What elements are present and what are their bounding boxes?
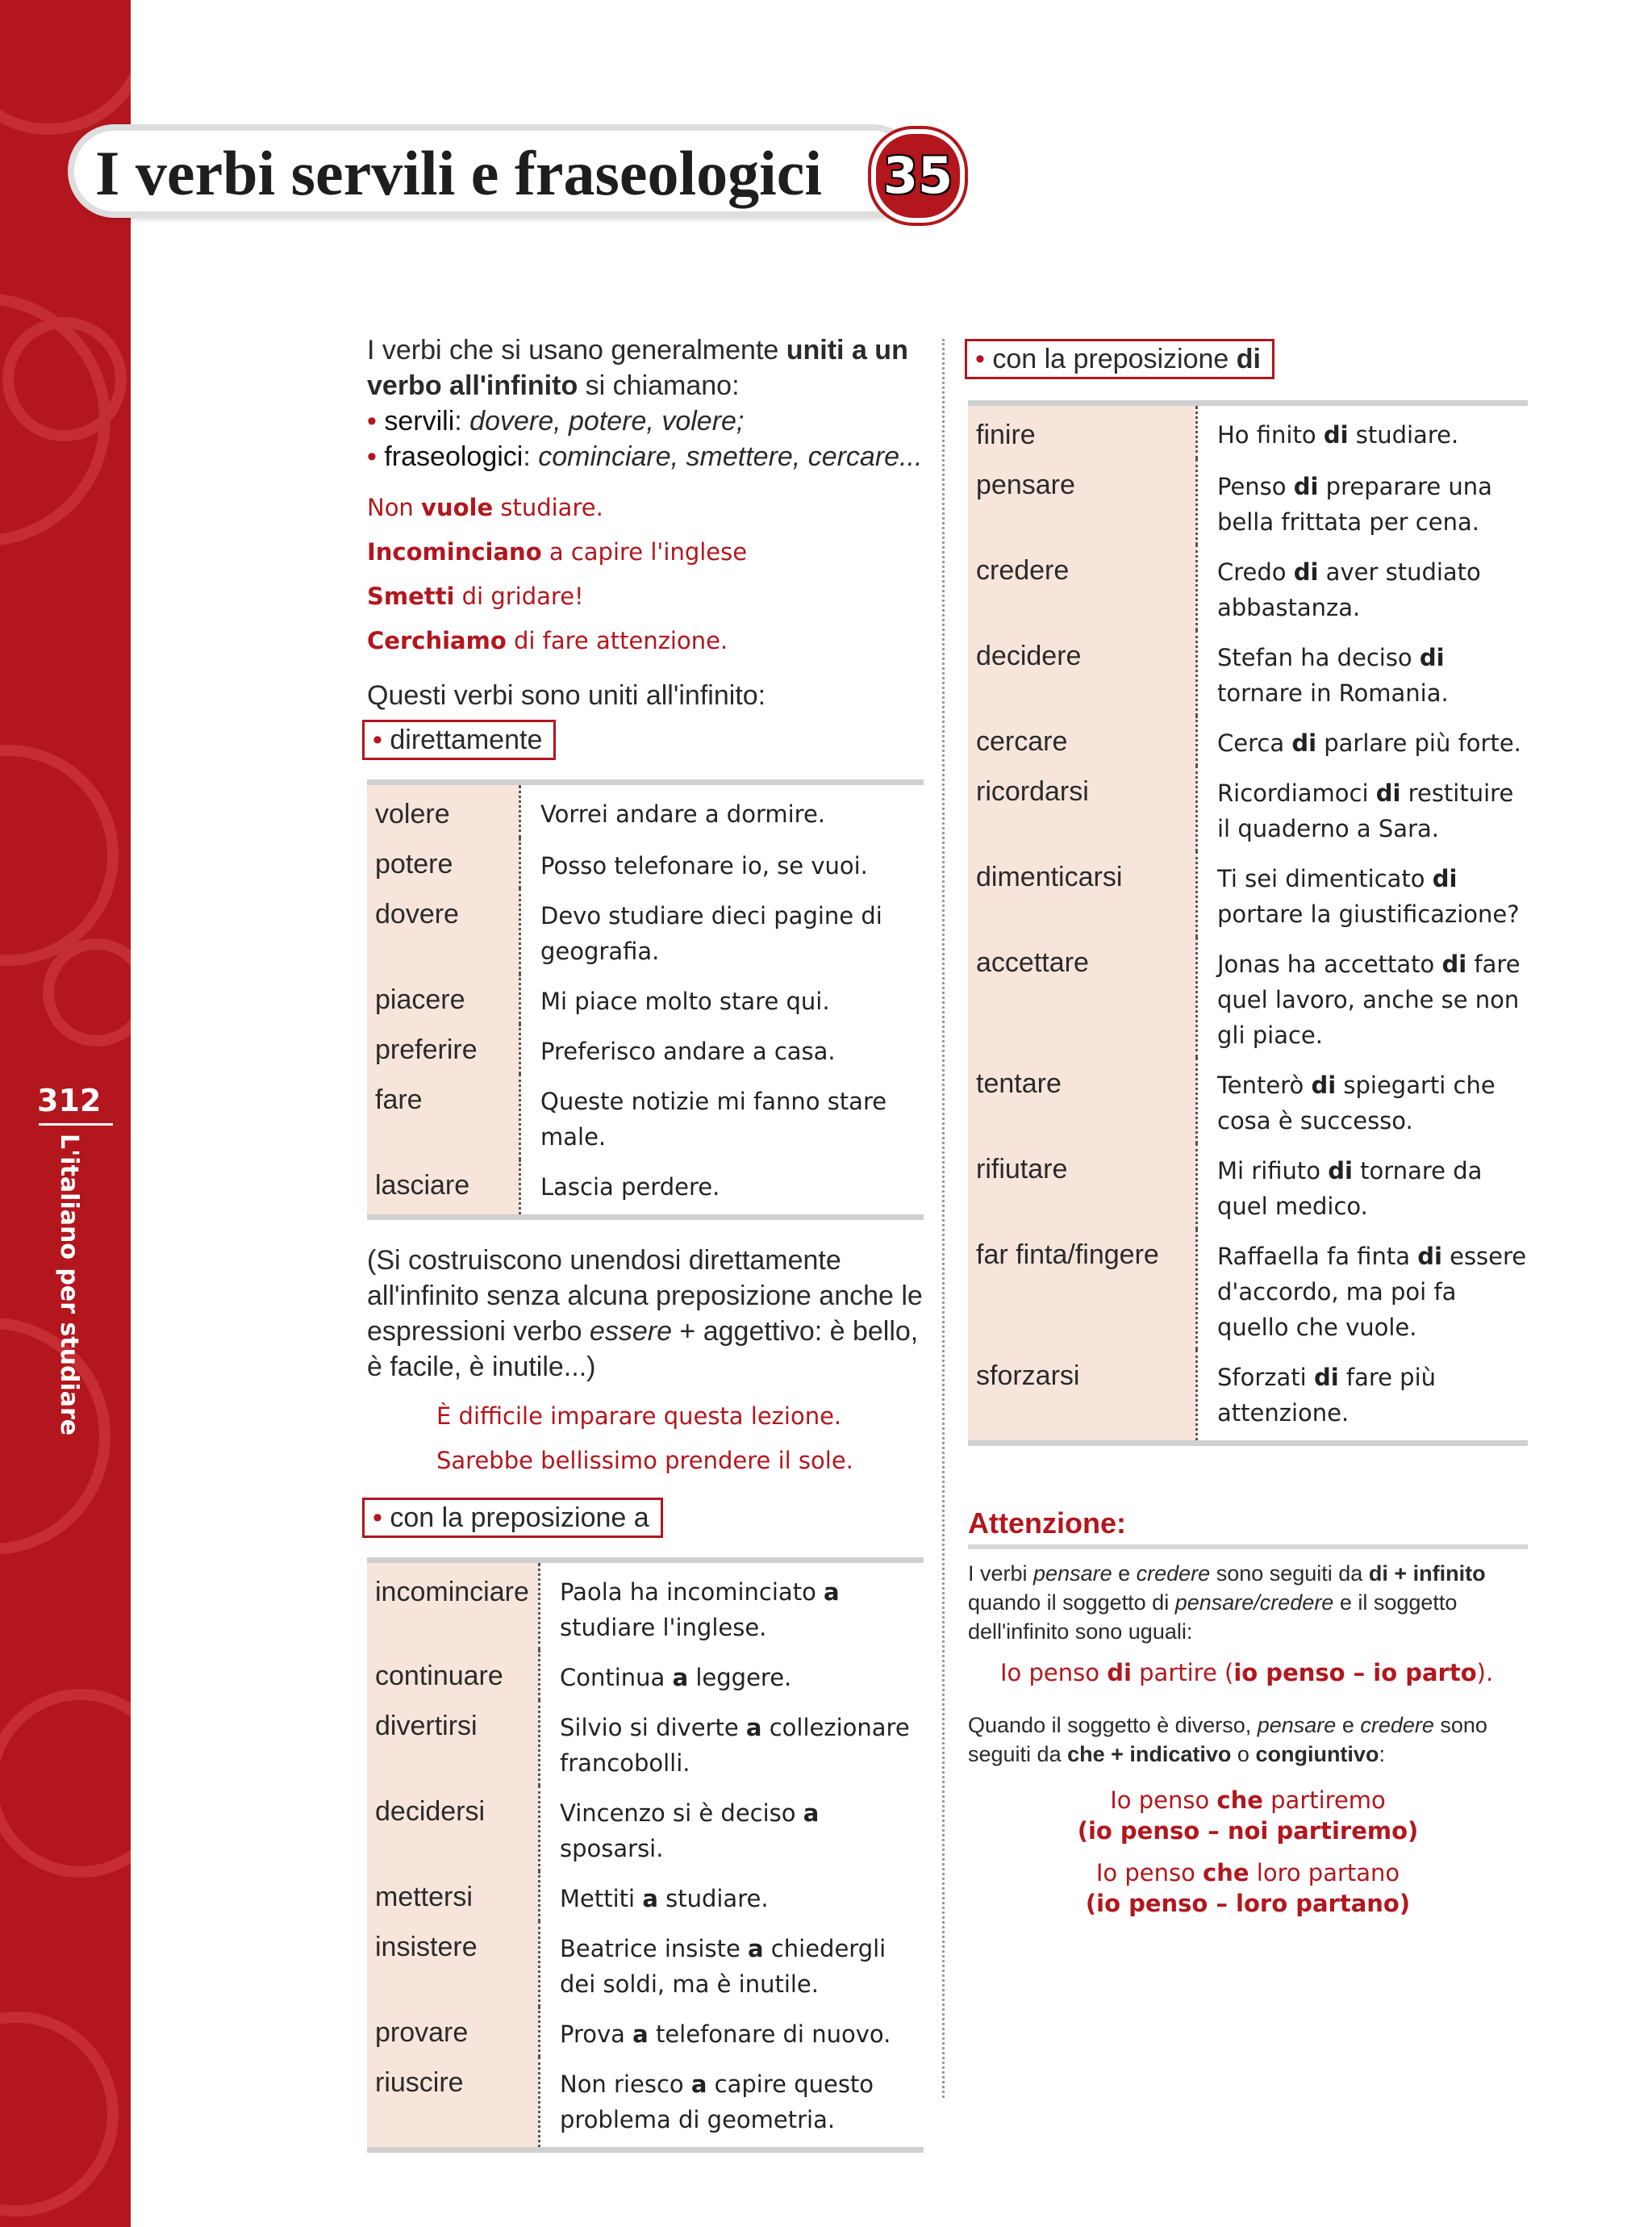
page-title: I verbi servili e fraseologici: [95, 138, 823, 208]
table-row: [968, 937, 1528, 1058]
intro-example: Smetti di gridare!: [367, 583, 584, 610]
table-row: [367, 1024, 924, 1074]
verb-cell: piacere: [367, 974, 520, 1024]
section-label-prep-a: • con la preposizione a: [362, 1498, 663, 1538]
example-sentence: Beatrice insiste a chiedergli dei soldi, ma è inutile.: [560, 1935, 886, 1998]
attention-example-1: Io penso di partire (io penso – io parto).: [1000, 1659, 1494, 1686]
example-sentence: Cerca di parlare più forte.: [1217, 729, 1521, 757]
prep-di-table: [968, 400, 1528, 1446]
verb-cell: divertirsi: [367, 1700, 540, 1786]
example-sentence: Non riesco a capire questo problema di geometria.: [560, 2070, 874, 2133]
verb-cell: dovere: [367, 888, 520, 974]
column-divider: [942, 339, 945, 2098]
example-sentence: Mi rifiuto di tornare da quel medico.: [1217, 1157, 1483, 1220]
intro-example: Cerchiamo di fare attenzione.: [367, 627, 728, 654]
example-sentence: Devo studiare dieci pagine di geografia.: [540, 902, 882, 965]
table-row: [367, 1650, 924, 1700]
verb-cell: provare: [367, 2007, 540, 2057]
direct-example: Sarebbe bellissimo prendere il sole.: [436, 1447, 853, 1474]
verb-cell: tentare: [968, 1058, 1197, 1143]
verb-cell: decidersi: [367, 1786, 540, 1871]
verb-cell: volere: [367, 783, 520, 839]
verb-cell: ricordarsi: [968, 766, 1197, 851]
table-row: [367, 888, 924, 974]
direct-verbs-table: [367, 779, 924, 1220]
table-row: [367, 1786, 924, 1871]
verb-cell: far finta/fingere: [968, 1229, 1197, 1350]
verb-cell: riuscire: [367, 2057, 540, 2150]
verb-cell: fare: [367, 1074, 520, 1159]
table-row: [968, 1350, 1528, 1444]
intro-text-end: si chiamano:: [578, 370, 740, 401]
verb-cell: pensare: [968, 459, 1197, 545]
example-sentence: Tenterò di spiegarti che cosa è successo.: [1217, 1072, 1496, 1134]
verb-cell: rifiutare: [968, 1143, 1197, 1229]
table-row: [968, 545, 1528, 630]
example-sentence: Prova a telefonare di nuovo.: [560, 2020, 891, 2048]
verb-cell: dimenticarsi: [968, 851, 1197, 937]
table-row: [367, 1700, 924, 1786]
table-row: [968, 1143, 1528, 1229]
intro-bold: uniti a un verbo all'infinito: [367, 335, 908, 401]
table-row: [367, 838, 924, 888]
example-sentence: Vorrei andare a dormire.: [540, 800, 826, 828]
fraseologici-list: cominciare, smettere, cercare...: [538, 441, 923, 472]
table-row: [968, 716, 1528, 766]
table-row: [367, 1921, 924, 2007]
example-sentence: Silvio si diverte a collezionare francobolli.: [560, 1714, 910, 1777]
unit-number: 35: [882, 146, 953, 205]
direct-example: È difficile imparare questa lezione.: [436, 1402, 842, 1430]
example-sentence: Stefan ha deciso di tornare in Romania.: [1217, 644, 1449, 707]
servili-list: dovere, potere, volere;: [469, 406, 745, 437]
direct-examples: [436, 1394, 924, 1483]
intro-paragraph: [367, 332, 924, 403]
example-sentence: Vincenzo si è deciso a sposarsi.: [560, 1799, 820, 1862]
example-sentence: Queste notizie mi fanno stare male.: [540, 1088, 887, 1151]
example-sentence: Lascia perdere.: [540, 1173, 720, 1201]
example-sentence: Continua a leggere.: [560, 1664, 792, 1691]
intro-example: Incominciano a capire l'inglese: [367, 538, 748, 566]
table-row: [968, 403, 1528, 460]
verb-cell: incominciare: [367, 1561, 540, 1651]
example-sentence: Jonas ha accettato di fare quel lavoro, anche se non gli piace.: [1217, 951, 1521, 1049]
verb-cell: lasciare: [367, 1159, 520, 1218]
right-column: [968, 339, 1528, 1919]
example-sentence: Raffaella fa finta di essere d'accordo, ma poi fa quello che vuole.: [1217, 1243, 1527, 1341]
example-sentence: Credo di aver studiato abbastanza.: [1217, 558, 1481, 621]
section-label-prep-di: • con la preposizione di: [965, 339, 1274, 379]
verb-cell: finire: [968, 403, 1197, 460]
direct-note: (Si costruiscono unendosi direttamente all'infinito senza alcuna preposizione anche le espressioni verbo essere + aggettivo: è bello, è facile, è inutile...): [367, 1245, 923, 1382]
verb-cell: cercare: [968, 716, 1197, 766]
example-sentence: Mi piace molto stare qui.: [540, 988, 830, 1015]
page-number: 312: [37, 1083, 102, 1118]
intro-example: Non vuole studiare.: [367, 494, 603, 521]
table-row: [968, 851, 1528, 937]
table-row: [968, 630, 1528, 716]
table-row: [367, 783, 924, 839]
unit-badge: [871, 129, 965, 223]
table-row: [367, 1871, 924, 1921]
verb-cell: credere: [968, 545, 1197, 630]
prep-a-table: [367, 1557, 924, 2153]
example-sentence: Sforzati di fare più attenzione.: [1217, 1364, 1437, 1427]
table-row: [968, 1058, 1528, 1143]
verb-cell: mettersi: [367, 1871, 540, 1921]
verb-cell: sforzarsi: [968, 1350, 1197, 1444]
servili-item: • servili: dovere, potere, volere;: [367, 406, 745, 437]
attention-paragraph-2: Quando il soggetto è diverso, pensare e credere sono seguiti da che + indicativo o congiuntivo:: [968, 1713, 1487, 1766]
intro-examples: [367, 486, 924, 663]
table-row: [367, 2057, 924, 2150]
table-row: [367, 2007, 924, 2057]
table-row: [367, 1159, 924, 1218]
table-row: [367, 974, 924, 1024]
intro-text: I verbi che si usano generalmente: [367, 335, 786, 366]
verb-cell: insistere: [367, 1921, 540, 2007]
example-sentence: Ho finito di studiare.: [1217, 421, 1459, 449]
fraseologici-label: fraseologici: [384, 441, 524, 472]
table-row: [968, 459, 1528, 545]
page-number-divider: [39, 1123, 113, 1126]
example-sentence: Ricordiamoci di restituire il quaderno a Sara.: [1217, 779, 1514, 842]
table-row: [367, 1561, 924, 1651]
book-title: L'italiano per studiare: [55, 1134, 83, 1436]
example-sentence: Posso telefonare io, se vuoi.: [540, 852, 868, 880]
left-column: [367, 332, 924, 2153]
servili-label: servili: [384, 406, 455, 437]
table-row: [968, 766, 1528, 851]
example-sentence: Paola ha incominciato a studiare l'inglese.: [560, 1578, 840, 1641]
attention-example-3: Io penso che loro partano (io penso – loro partano): [1085, 1859, 1411, 1917]
attention-rule: [968, 1544, 1528, 1549]
verb-cell: decidere: [968, 630, 1197, 716]
example-sentence: Preferisco andare a casa.: [540, 1038, 836, 1065]
verb-cell: preferire: [367, 1024, 520, 1074]
attention-paragraph-1: I verbi pensare e credere sono seguiti da di + infinito quando il soggetto di pensare/credere e il soggetto dell'infinito sono uguali:: [968, 1561, 1486, 1644]
example-sentence: Mettiti a studiare.: [560, 1885, 769, 1912]
example-sentence: Penso di preparare una bella frittata per cena.: [1217, 473, 1492, 536]
example-sentence: Ti sei dimenticato di portare la giustificazione?: [1217, 865, 1520, 928]
fraseologici-item: • fraseologici: cominciare, smettere, cercare...: [367, 441, 923, 472]
attention-title: Attenzione:: [968, 1506, 1126, 1540]
table-row: [367, 1074, 924, 1159]
verb-cell: accettare: [968, 937, 1197, 1058]
section-label-direttamente: • direttamente: [362, 720, 556, 760]
verb-cell: potere: [367, 838, 520, 888]
table-row: [968, 1229, 1528, 1350]
connector-text: Questi verbi sono uniti all'infinito:: [367, 680, 766, 711]
attention-example-2: Io penso che partiremo (io penso – noi partiremo): [1077, 1786, 1419, 1845]
verb-cell: continuare: [367, 1650, 540, 1700]
